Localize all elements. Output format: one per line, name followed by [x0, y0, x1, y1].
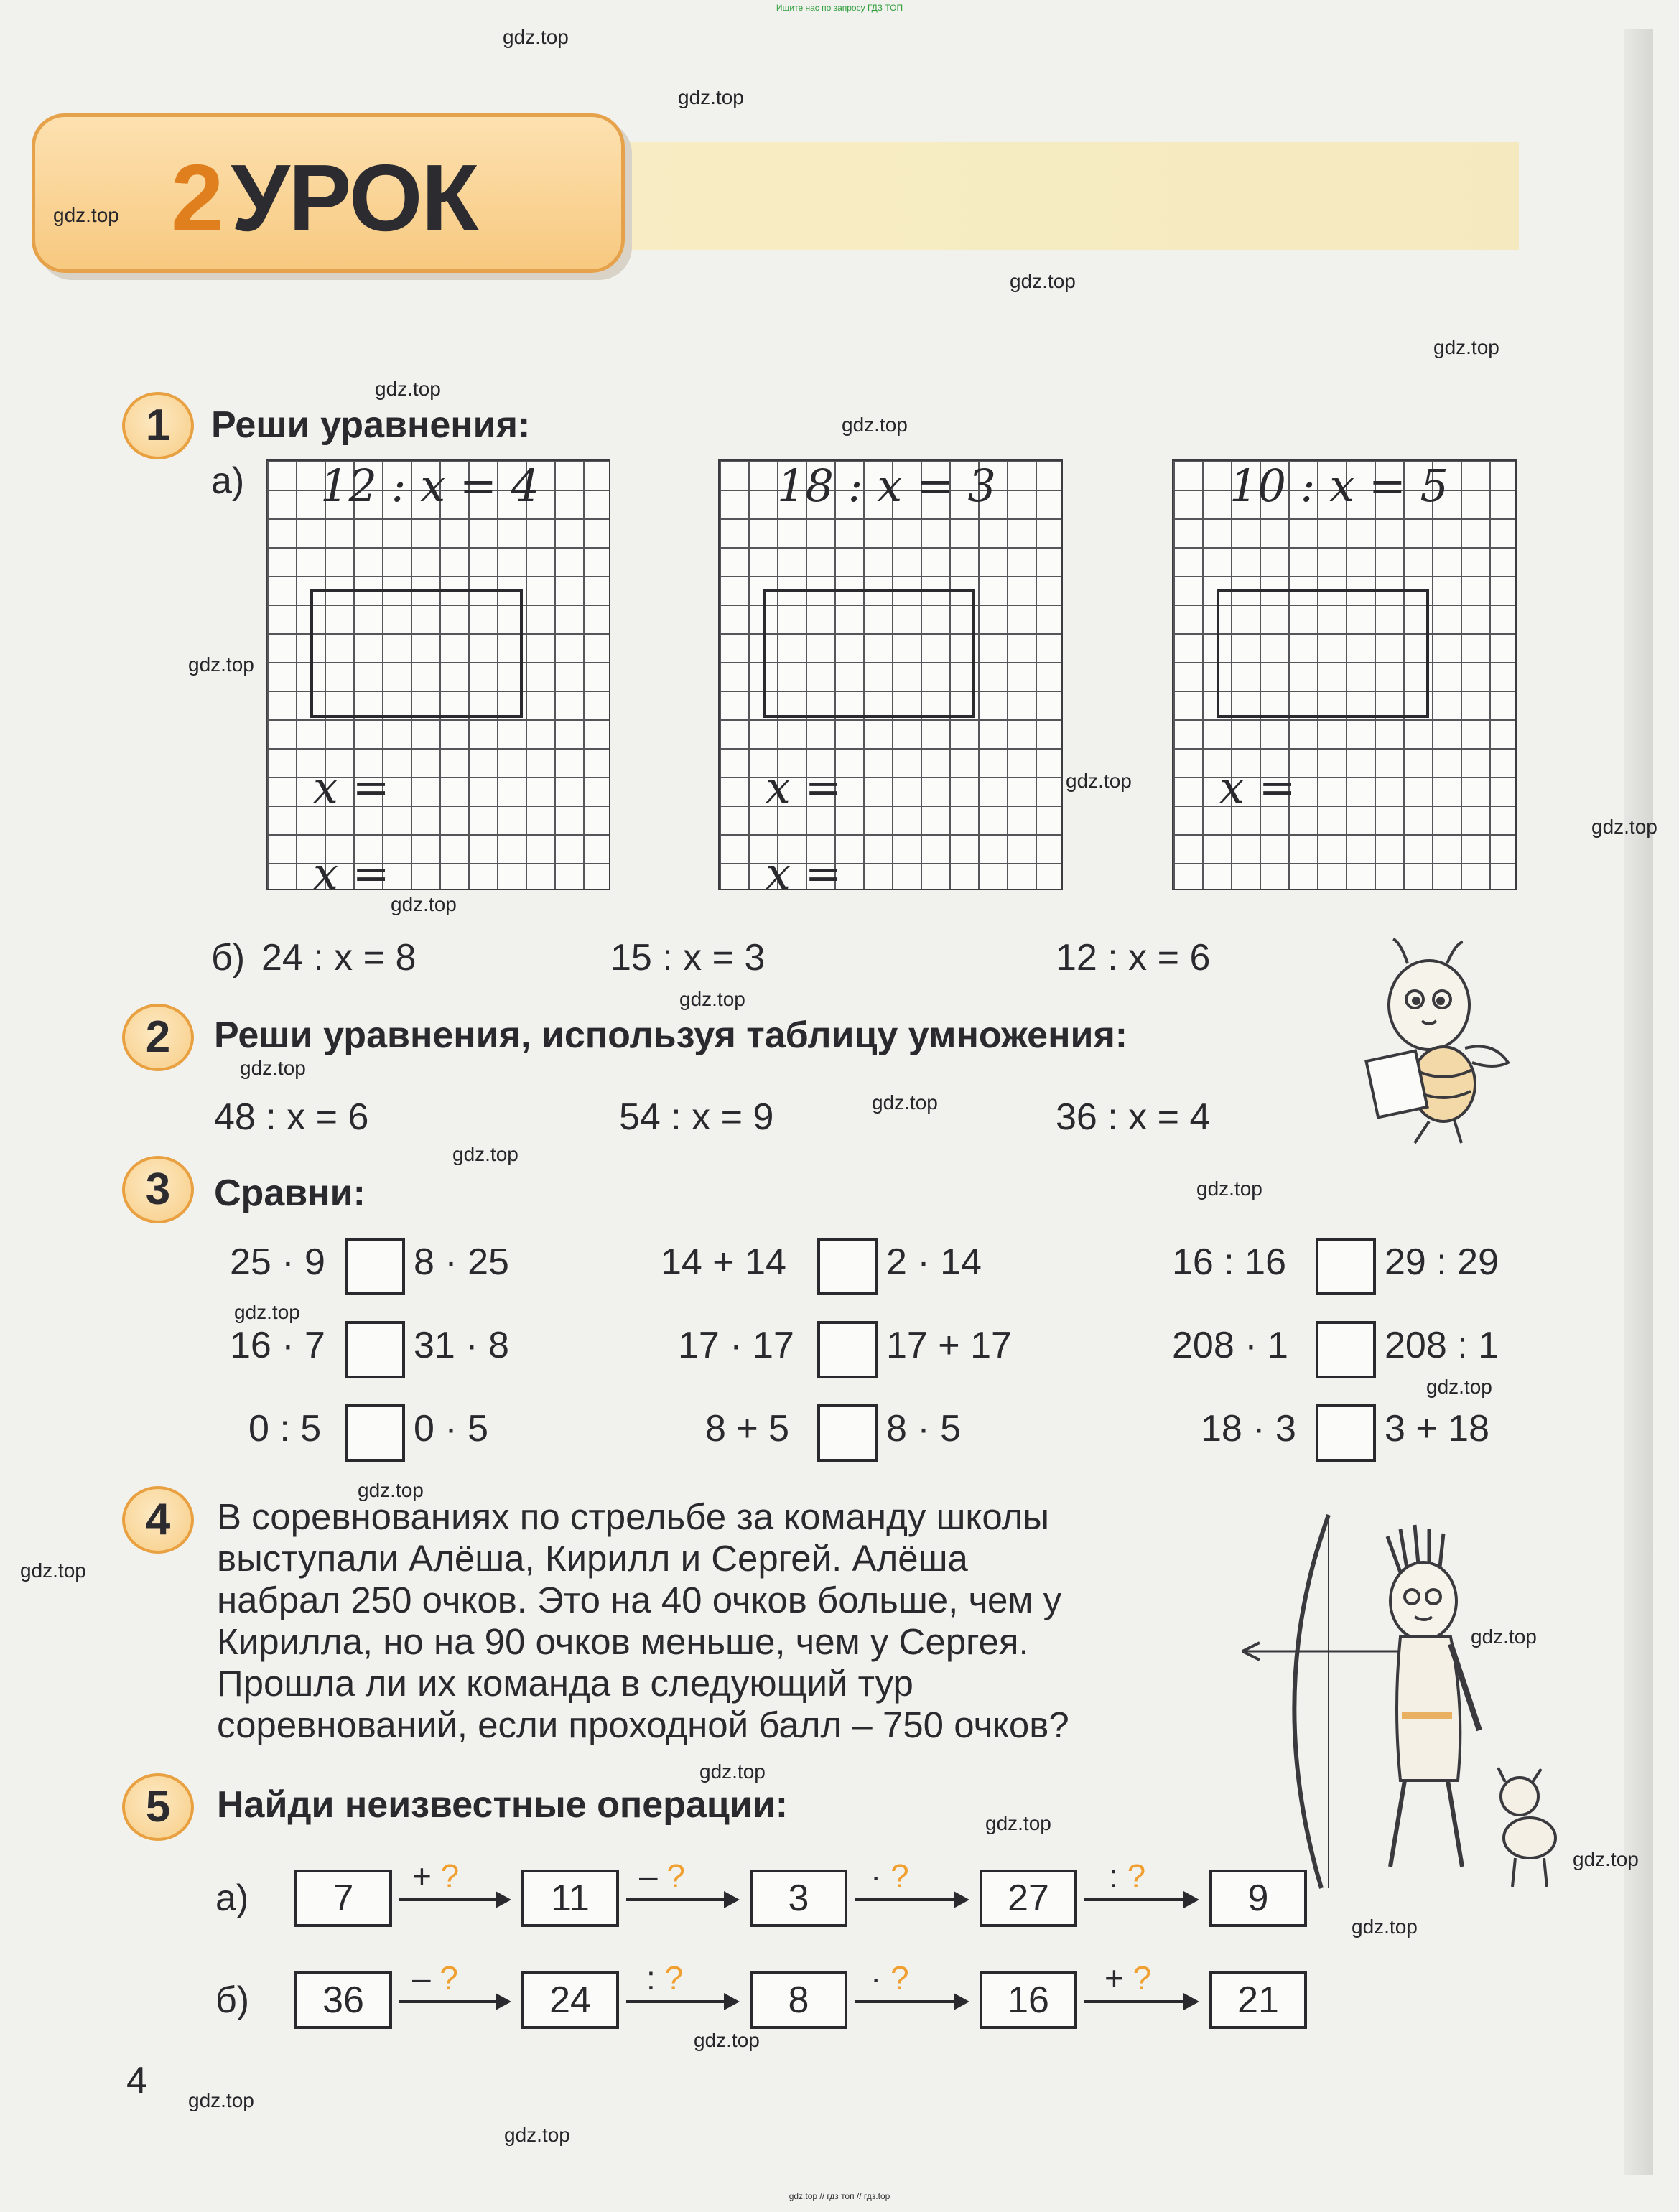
page-number: 4	[126, 2060, 147, 2101]
task-5a-label: а)	[215, 1877, 249, 1919]
watermark-label: gdz.top	[679, 988, 745, 1010]
watermark-label: gdz.top	[694, 2029, 760, 2051]
task-1a-label: а)	[211, 460, 245, 502]
compare-left: 8 + 5	[705, 1408, 790, 1450]
watermark-label: gdz.top	[842, 414, 908, 436]
compare-right: 3 + 18	[1385, 1408, 1490, 1450]
compare-box[interactable]	[345, 1404, 405, 1462]
watermark-label: gdz.top	[1573, 1848, 1639, 1870]
grid-2-x-line: x =	[766, 761, 842, 813]
watermark-label: gdz.top	[234, 1301, 300, 1323]
task-5b-label: б)	[215, 1979, 250, 2021]
op-sign: ·	[870, 1959, 882, 1997]
task-1b-equation-2: 15 : x = 3	[610, 937, 766, 979]
chain-a-arrow	[1084, 1898, 1195, 1901]
task-1b-label: б)	[211, 937, 246, 979]
task-4-line: Кирилла, но на 90 очков меньше, чем у Сергея.	[217, 1621, 1029, 1662]
archer-illustration	[1235, 1501, 1573, 1903]
op-sign: +	[1104, 1959, 1124, 1997]
watermark-label: gdz.top	[240, 1057, 306, 1079]
task-4-line: соревнований, если проходной балл – 750 очков?	[217, 1704, 1069, 1745]
watermark-label: gdz.top	[20, 1559, 86, 1582]
compare-right: 8 · 5	[886, 1408, 962, 1450]
task-4-line: выступали Алёша, Кирилл и Сергей. Алёша	[217, 1538, 968, 1579]
task-2-equation-2: 54 : x = 9	[619, 1096, 774, 1138]
grid-1-x-line: x =	[313, 847, 390, 900]
compare-box[interactable]	[817, 1404, 878, 1462]
chain-b-arrow	[399, 2000, 507, 2003]
compare-right: 29 : 29	[1385, 1241, 1499, 1283]
watermark-label: gdz.top	[872, 1091, 938, 1114]
chain-a-arrow	[399, 1898, 507, 1901]
compare-left: 208 · 1	[1172, 1325, 1288, 1366]
compare-left: 25 · 9	[230, 1241, 325, 1283]
chain-a-box-4: 27	[980, 1870, 1077, 1927]
chain-a-op-4[interactable]	[1109, 1857, 1145, 1895]
task-4-text	[217, 1496, 1069, 1746]
grid-1-x-line: x =	[313, 761, 390, 813]
watermark-label: gdz.top	[188, 2089, 254, 2111]
compare-right: 31 · 8	[414, 1325, 509, 1366]
chain-a-arrow	[855, 1898, 965, 1901]
op-sign: :	[646, 1959, 656, 1997]
chain-b-box-2: 24	[521, 1971, 619, 2029]
watermark-label: gdz.top	[188, 653, 254, 676]
bleed-through-band	[625, 142, 1519, 250]
watermark-label: gdz.top	[985, 1812, 1051, 1834]
lesson-title	[171, 144, 478, 252]
task-4-badge: 4	[122, 1486, 194, 1554]
chain-a-op-3[interactable]	[870, 1857, 909, 1895]
chain-b-op-2[interactable]	[646, 1959, 683, 1997]
grid-1-equation: 12 : x = 4	[320, 459, 539, 512]
chain-b-box-4: 16	[980, 1971, 1077, 2029]
watermark-label: gdz.top	[1426, 1376, 1492, 1398]
grid-3-answer-box	[1217, 589, 1429, 718]
compare-left: 14 + 14	[661, 1241, 786, 1283]
lesson-word: УРОК	[231, 145, 478, 251]
compare-left: 18 · 3	[1201, 1408, 1296, 1450]
chain-b-op-1[interactable]	[412, 1959, 458, 1997]
lesson-number: 2	[171, 145, 223, 251]
watermark-label: gdz.top	[1433, 336, 1499, 358]
watermark-label: gdz.top	[53, 204, 119, 226]
chain-a-box-2: 11	[521, 1870, 619, 1927]
question-mark: ?	[666, 1857, 685, 1895]
compare-right: 0 · 5	[414, 1408, 489, 1450]
grid-3-x-line: x =	[1219, 761, 1296, 813]
watermark-label: gdz.top	[375, 378, 441, 400]
compare-box[interactable]	[817, 1238, 878, 1295]
grid-2-answer-box	[763, 589, 975, 718]
compare-right: 2 · 14	[886, 1241, 982, 1283]
task-3-badge: 3	[122, 1156, 194, 1223]
watermark-label: gdz.top	[504, 2124, 570, 2146]
compare-box[interactable]	[345, 1238, 405, 1295]
watermark-label: gdz.top	[1352, 1915, 1418, 1938]
compare-right: 8 · 25	[414, 1241, 509, 1283]
chain-b-op-3[interactable]	[870, 1959, 909, 1997]
compare-left: 16 · 7	[230, 1325, 325, 1366]
watermark-label: gdz.top	[503, 26, 569, 48]
task-4-line: набрал 250 очков. Это на 40 очков больше, чем у	[217, 1579, 1062, 1620]
op-sign: +	[412, 1857, 432, 1895]
chain-a-arrow	[626, 1898, 735, 1901]
watermark-label: gdz.top	[1010, 270, 1076, 292]
chain-b-op-4[interactable]	[1104, 1959, 1151, 1997]
compare-left: 0 : 5	[248, 1408, 322, 1450]
task-1b-equation-1: 24 : x = 8	[261, 937, 417, 979]
watermark-label: gdz.top	[1591, 816, 1657, 838]
chain-b-arrow	[855, 2000, 965, 2003]
compare-left: 17 · 17	[678, 1325, 794, 1366]
question-mark: ?	[1132, 1959, 1152, 1997]
grid-2-x-line: x =	[766, 847, 842, 900]
question-mark: ?	[440, 1857, 460, 1895]
op-sign: :	[1109, 1857, 1118, 1895]
watermark-label: gdz.top	[358, 1479, 424, 1501]
watermark-label: gdz.top	[1471, 1625, 1537, 1648]
chain-b-box-5: 21	[1209, 1971, 1307, 2029]
compare-right: 17 + 17	[886, 1325, 1012, 1366]
question-mark: ?	[664, 1959, 684, 1997]
chain-b-arrow	[1084, 2000, 1195, 2003]
question-mark: ?	[890, 1959, 909, 1997]
task-2-badge: 2	[122, 1004, 194, 1071]
op-sign: –	[412, 1959, 431, 1997]
watermark-top: Ищите нас по запросу ГДЗ ТОП	[776, 3, 903, 13]
chain-b-box-3: 8	[750, 1971, 847, 2029]
task-2-title: Реши уравнения, используя таблицу умножения:	[214, 1014, 1128, 1056]
watermark-bottom: gdz.top // гдз топ // гдз.top	[789, 2191, 890, 2201]
task-1-title: Реши уравнения:	[211, 404, 531, 446]
grid-3-equation: 10 : x = 5	[1229, 459, 1448, 512]
question-mark: ?	[439, 1959, 458, 1997]
watermark-label: gdz.top	[699, 1760, 766, 1783]
bee-illustration	[1321, 933, 1522, 1149]
compare-box[interactable]	[345, 1321, 405, 1378]
task-2-equation-1: 48 : x = 6	[214, 1096, 369, 1138]
task-3-title: Сравни:	[214, 1172, 366, 1214]
watermark-label: gdz.top	[1196, 1177, 1262, 1200]
grid-1-answer-box	[310, 589, 523, 718]
op-sign: ·	[870, 1857, 882, 1895]
compare-box[interactable]	[1316, 1404, 1376, 1462]
question-mark: ?	[890, 1857, 909, 1895]
chain-a-box-3: 3	[750, 1870, 847, 1927]
question-mark: ?	[1127, 1857, 1146, 1895]
compare-box[interactable]	[1316, 1321, 1376, 1378]
watermark-label: gdz.top	[391, 893, 457, 915]
chain-a-box-5: 9	[1209, 1870, 1307, 1927]
chain-a-op-1[interactable]	[412, 1857, 459, 1895]
task-1-badge: 1	[122, 392, 194, 459]
chain-b-arrow	[626, 2000, 735, 2003]
compare-right: 208 : 1	[1385, 1325, 1499, 1366]
chain-b-box-1: 36	[294, 1971, 392, 2029]
chain-a-op-2[interactable]	[639, 1857, 685, 1895]
task-4-line: Прошла ли их команда в следующий тур	[217, 1663, 913, 1704]
compare-box[interactable]	[1316, 1238, 1376, 1295]
chain-a-box-1: 7	[294, 1870, 392, 1927]
watermark-label: gdz.top	[452, 1143, 518, 1165]
compare-left: 16 : 16	[1172, 1241, 1287, 1283]
task-1b-equation-3: 12 : x = 6	[1056, 937, 1211, 979]
op-sign: –	[639, 1857, 658, 1895]
task-2-equation-3: 36 : x = 4	[1056, 1096, 1211, 1138]
compare-box[interactable]	[817, 1321, 878, 1378]
task-5-badge: 5	[122, 1773, 194, 1841]
watermark-label: gdz.top	[678, 86, 744, 108]
watermark-label: gdz.top	[1066, 770, 1132, 792]
grid-2-equation: 18 : x = 3	[777, 459, 996, 512]
task-5-title: Найди неизвестные операции:	[217, 1784, 789, 1826]
task-4-line: В соревнованиях по стрельбе за команду школы	[217, 1496, 1049, 1537]
